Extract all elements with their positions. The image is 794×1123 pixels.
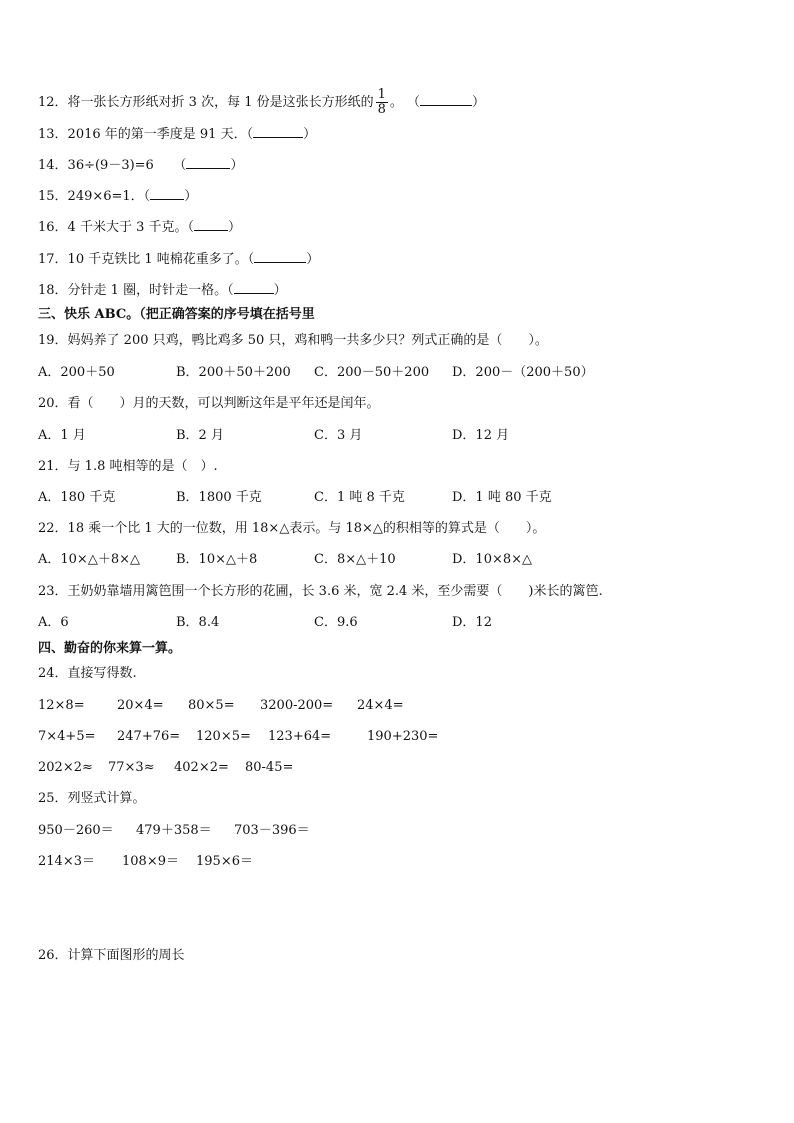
- calc-item: 24×4=: [357, 698, 404, 713]
- fraction-denominator: 8: [377, 102, 386, 117]
- option-a[interactable]: A．10×△＋8×△: [38, 552, 140, 567]
- option-a[interactable]: A．180 千克: [38, 490, 116, 505]
- calc-item: 950－260＝: [38, 823, 114, 838]
- question-16: 16．4 千米大于 3 千克。（ ）: [38, 220, 241, 235]
- answer-blank-17[interactable]: [254, 250, 306, 263]
- option-d[interactable]: D．12 月: [452, 428, 510, 443]
- option-a[interactable]: A．1 月: [38, 428, 86, 443]
- option-c[interactable]: C．9.6: [314, 615, 358, 630]
- question-12-suffix: 。 （: [389, 95, 421, 110]
- option-d[interactable]: D．200－（200＋50）: [452, 365, 594, 380]
- fraction: [376, 88, 388, 117]
- question-24: 24．直接写得数.: [38, 666, 137, 681]
- answer-blank-13[interactable]: [253, 125, 303, 138]
- calc-item: 479＋358＝: [136, 823, 212, 838]
- calc-item: 108×9＝: [122, 854, 179, 869]
- option-d[interactable]: D．1 吨 80 千克: [452, 490, 552, 505]
- calc-item: 80-45=: [245, 760, 294, 775]
- calc-item: 3200-200=: [260, 698, 334, 713]
- fraction-numerator: 1: [377, 87, 386, 102]
- calc-item: 214×3＝: [38, 854, 95, 869]
- calc-item: 195×6＝: [196, 854, 253, 869]
- question-19: 19．妈妈养了 200 只鸡，鸭比鸡多 50 只，鸡和鸭一共多少只？列式正确的是（ ）。: [38, 333, 548, 348]
- section-4-heading: 四、勤奋的你来算一算。: [38, 641, 182, 656]
- calc-item: 190+230=: [367, 729, 439, 744]
- option-b[interactable]: B．2 月: [176, 428, 224, 443]
- option-b[interactable]: B．8.4: [176, 615, 220, 630]
- option-d[interactable]: D．10×8×△: [452, 552, 533, 567]
- question-13: 13．2016 年的第一季度是 91 天．（ ）: [38, 127, 317, 142]
- question-22: 22．18 乘一个比 1 大的一位数，用 18×△表示。与 18×△的积相等的算式是（ ）。: [38, 521, 546, 536]
- option-b[interactable]: B．10×△＋8: [176, 552, 258, 567]
- option-c[interactable]: C．8×△＋10: [314, 552, 396, 567]
- option-c[interactable]: C．1 吨 8 千克: [314, 490, 405, 505]
- option-b[interactable]: B．1800 千克: [176, 490, 262, 505]
- question-21: 21．与 1.8 吨相等的是（ ）.: [38, 459, 218, 474]
- answer-blank-18[interactable]: [234, 281, 274, 294]
- calc-item: 77×3≈: [108, 760, 155, 775]
- question-26: 26．计算下面图形的周长: [38, 948, 185, 963]
- answer-blank-15[interactable]: [150, 187, 184, 200]
- question-12: 12．将一张长方形纸对折 3 次，每 1 份是这张长方形纸的 $\frac{1}{8}$ 。 （ ）: [38, 87, 486, 117]
- question-17: 17．10 千克铁比 1 吨棉花重多了。（ ）: [38, 252, 320, 267]
- calc-item: 247+76=: [117, 729, 181, 744]
- calc-item: 7×4+5=: [38, 729, 96, 744]
- option-a[interactable]: A．200＋50: [38, 365, 115, 380]
- calc-item: 80×5=: [188, 698, 235, 713]
- calc-item: 20×4=: [117, 698, 164, 713]
- answer-blank-12[interactable]: [420, 93, 472, 106]
- question-12-text: 12．将一张长方形纸对折 3 次，每 1 份是这张长方形纸的: [38, 95, 374, 110]
- calc-item: 123+64=: [268, 729, 332, 744]
- option-b[interactable]: B．200＋50＋200: [176, 365, 291, 380]
- option-d[interactable]: D．12: [452, 615, 492, 630]
- answer-blank-14[interactable]: [186, 156, 230, 169]
- option-c[interactable]: C．200－50＋200: [314, 365, 430, 380]
- calc-item: 12×8=: [38, 698, 85, 713]
- calc-item: 703－396＝: [234, 823, 310, 838]
- option-c[interactable]: C．3 月: [314, 428, 363, 443]
- question-23: 23．王奶奶靠墙用篱笆围一个长方形的花圃，长 3.6 米，宽 2.4 米，至少需要（ )米长的篱笆.: [38, 584, 603, 599]
- question-18: 18．分针走 1 圈，时针走一格。（ ）: [38, 283, 287, 298]
- question-20: 20．看（ ）月的天数，可以判断这年是平年还是闰年。: [38, 396, 380, 411]
- answer-blank-16[interactable]: [194, 218, 228, 231]
- question-25: 25．列竖式计算。: [38, 791, 146, 806]
- calc-item: 202×2≈: [38, 760, 93, 775]
- question-14: 14．36÷(9－3)=6 （ ）: [38, 158, 244, 173]
- section-3-heading: 三、快乐 ABC。（把正确答案的序号填在括号里: [38, 307, 315, 322]
- question-15: 15．249×6=1．（ ）: [38, 189, 198, 204]
- calc-item: 120×5=: [196, 729, 251, 744]
- option-a[interactable]: A．6: [38, 615, 69, 630]
- calc-item: 402×2=: [174, 760, 229, 775]
